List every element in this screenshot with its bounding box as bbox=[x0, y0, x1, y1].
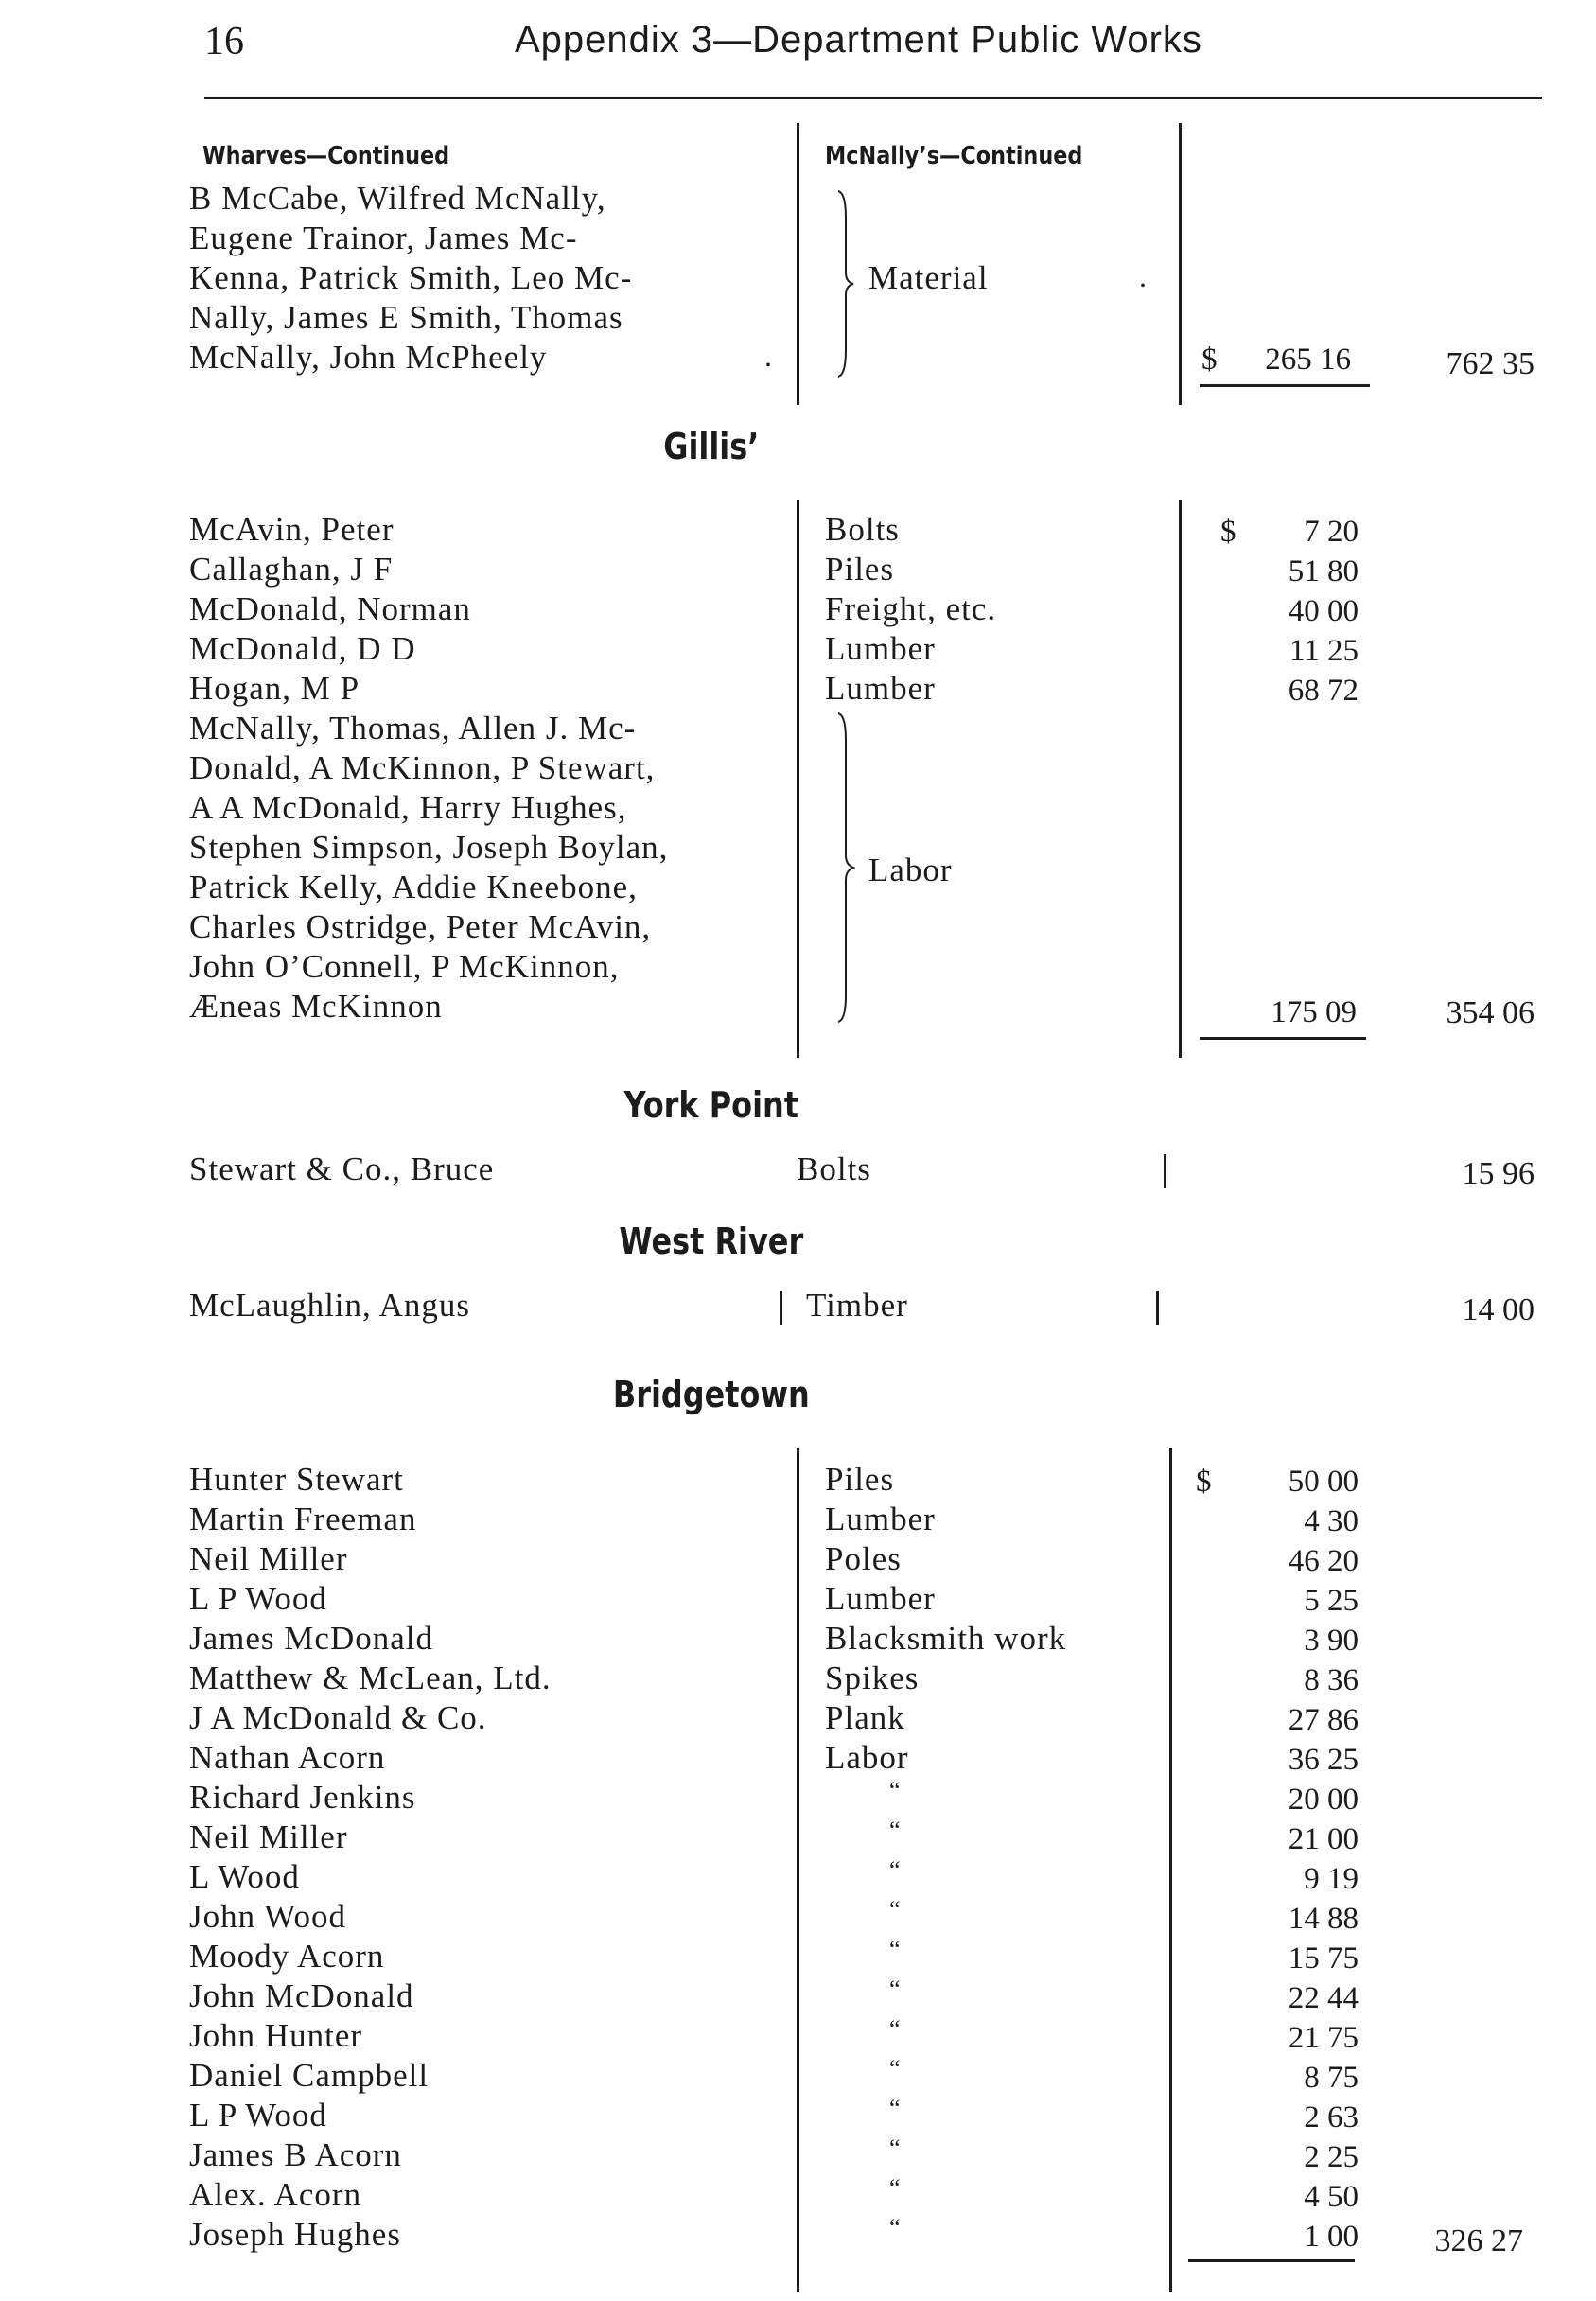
amount: 50 00 bbox=[1288, 1465, 1359, 1499]
names-line: Stephen Simpson, Joseph Boylan, bbox=[189, 829, 669, 866]
section-title: West River bbox=[619, 1221, 804, 1262]
left-column-heading: Wharves—Continued bbox=[202, 142, 450, 170]
section-total: 762 35 bbox=[1446, 346, 1535, 381]
right-column-heading: McNally’s—Continued bbox=[825, 142, 1083, 170]
item-text: Spikes bbox=[825, 1660, 920, 1696]
amount: 68 72 bbox=[1288, 674, 1359, 708]
payee-name: John McDonald bbox=[189, 1977, 414, 2014]
page-title: Appendix 3—Department Public Works bbox=[515, 19, 1202, 61]
payee-name: Stewart & Co., Bruce bbox=[189, 1150, 495, 1187]
names-line: A A McDonald, Harry Hughes, bbox=[189, 789, 627, 826]
column-divider bbox=[1156, 1291, 1159, 1325]
payee-name: Richard Jenkins bbox=[189, 1779, 416, 1816]
section-total: 354 06 bbox=[1446, 995, 1535, 1030]
payee-name: L P Wood bbox=[189, 2097, 327, 2134]
amount: 4 50 bbox=[1304, 2180, 1359, 2214]
payee-name: Hunter Stewart bbox=[189, 1461, 404, 1498]
amount: 46 20 bbox=[1288, 1544, 1359, 1578]
ditto-mark: “ bbox=[889, 2214, 901, 2241]
section-total: 326 27 bbox=[1434, 2223, 1523, 2258]
payee-name: L P Wood bbox=[189, 1580, 327, 1617]
payee-name: John Wood bbox=[189, 1898, 346, 1935]
amount: 21 00 bbox=[1288, 1822, 1359, 1856]
item-text: Material bbox=[868, 259, 989, 296]
item-text: Labor bbox=[825, 1739, 909, 1776]
amount: 4 30 bbox=[1304, 1504, 1359, 1538]
names-line: Æneas McKinnon bbox=[189, 988, 443, 1025]
ditto-mark: “ bbox=[889, 2174, 901, 2202]
payee-name: Neil Miller bbox=[189, 1540, 348, 1577]
amount: 51 80 bbox=[1288, 554, 1359, 588]
ditto-mark: “ bbox=[889, 2095, 901, 2122]
amount: 265 16 bbox=[1265, 343, 1351, 377]
amount: 7 20 bbox=[1304, 515, 1359, 549]
ditto-mark: “ bbox=[889, 2134, 901, 2162]
payee-name: John Hunter bbox=[189, 2017, 363, 2054]
leader-dot: . bbox=[1139, 259, 1147, 293]
names-line: Eugene Trainor, James Mc- bbox=[189, 220, 578, 256]
amount: 175 09 bbox=[1271, 995, 1357, 1029]
payee-name: Daniel Campbell bbox=[189, 2057, 430, 2094]
payee-name: James B Acorn bbox=[189, 2136, 402, 2173]
amount: 14 88 bbox=[1288, 1902, 1359, 1936]
amount: 40 00 bbox=[1288, 594, 1359, 628]
names-line: McNally, John McPheely bbox=[189, 339, 548, 376]
amount: 20 00 bbox=[1288, 1783, 1359, 1817]
payee-name: Joseph Hughes bbox=[189, 2216, 401, 2253]
names-line: Donald, A McKinnon, P Stewart, bbox=[189, 749, 656, 786]
payee-name: Callaghan, J F bbox=[189, 551, 394, 588]
leader-dot: . bbox=[764, 339, 772, 373]
amount: 27 86 bbox=[1288, 1703, 1359, 1737]
amount: 36 25 bbox=[1288, 1743, 1359, 1777]
payee-name: James McDonald bbox=[189, 1620, 433, 1657]
amount: 15 75 bbox=[1288, 1941, 1359, 1976]
column-divider bbox=[780, 1291, 782, 1325]
payee-name: McAvin, Peter bbox=[189, 511, 395, 548]
page-number: 16 bbox=[204, 20, 244, 63]
ditto-mark: “ bbox=[889, 1896, 901, 1923]
ditto-mark: “ bbox=[889, 1936, 901, 1963]
item-text: Lumber bbox=[825, 1501, 936, 1537]
payee-name: Hogan, M P bbox=[189, 670, 360, 707]
column-divider bbox=[797, 123, 799, 405]
payee-name: Nathan Acorn bbox=[189, 1739, 386, 1776]
amount: 8 75 bbox=[1304, 2061, 1359, 2095]
item-text: Poles bbox=[825, 1540, 902, 1577]
section-total: 15 96 bbox=[1462, 1156, 1535, 1191]
ditto-mark: “ bbox=[889, 1777, 901, 1804]
item-text: Blacksmith work bbox=[825, 1620, 1067, 1657]
item-text: Lumber bbox=[825, 1580, 936, 1617]
section-title: Gillis’ bbox=[663, 426, 760, 467]
item-text: Labor bbox=[868, 852, 953, 888]
item-text: Piles bbox=[825, 1461, 895, 1498]
names-line: Charles Ostridge, Peter McAvin, bbox=[189, 908, 652, 945]
item-text: Bolts bbox=[825, 511, 900, 548]
amount: 2 63 bbox=[1304, 2100, 1359, 2134]
item-text: Piles bbox=[825, 551, 895, 588]
column-divider bbox=[797, 1448, 799, 2292]
amount: 21 75 bbox=[1288, 2021, 1359, 2055]
payee-name: McDonald, D D bbox=[189, 630, 416, 667]
item-text: Plank bbox=[825, 1699, 905, 1736]
amount: 8 36 bbox=[1304, 1663, 1359, 1697]
names-line: Nally, James E Smith, Thomas bbox=[189, 299, 623, 336]
names-line: McNally, Thomas, Allen J. Mc- bbox=[189, 710, 637, 747]
dollar-sign: $ bbox=[1220, 515, 1236, 549]
names-line: Kenna, Patrick Smith, Leo Mc- bbox=[189, 259, 633, 296]
brace-icon bbox=[836, 711, 855, 1024]
sum-rule bbox=[1188, 2259, 1355, 2262]
ditto-mark: “ bbox=[889, 1856, 901, 1884]
section-total: 14 00 bbox=[1462, 1292, 1535, 1327]
item-text: Lumber bbox=[825, 630, 936, 667]
amount: 22 44 bbox=[1288, 1981, 1359, 2015]
item-text: Bolts bbox=[797, 1150, 871, 1187]
payee-name: L Wood bbox=[189, 1858, 300, 1895]
item-text: Freight, etc. bbox=[825, 590, 997, 627]
payee-name: Moody Acorn bbox=[189, 1938, 385, 1975]
column-divider bbox=[1164, 1154, 1166, 1188]
brace-icon bbox=[836, 189, 855, 378]
sum-rule bbox=[1200, 384, 1370, 387]
payee-name: Martin Freeman bbox=[189, 1501, 417, 1537]
item-text: Lumber bbox=[825, 670, 936, 707]
amount: 3 90 bbox=[1304, 1624, 1359, 1658]
sum-rule bbox=[1200, 1037, 1366, 1040]
dollar-sign: $ bbox=[1196, 1465, 1212, 1499]
ditto-mark: “ bbox=[889, 2055, 901, 2082]
amount: 1 00 bbox=[1304, 2220, 1359, 2254]
column-divider bbox=[797, 500, 799, 1058]
payee-name: Neil Miller bbox=[189, 1818, 348, 1855]
section-title: York Point bbox=[623, 1084, 799, 1126]
header-rule bbox=[204, 97, 1542, 99]
payee-name: J A McDonald & Co. bbox=[189, 1699, 487, 1736]
amount: 9 19 bbox=[1304, 1862, 1359, 1896]
section-title: Bridgetown bbox=[612, 1374, 810, 1415]
payee-name: McDonald, Norman bbox=[189, 590, 471, 627]
payee-name: Matthew & McLean, Ltd. bbox=[189, 1660, 552, 1696]
names-line: Patrick Kelly, Addie Kneebone, bbox=[189, 869, 638, 905]
ditto-mark: “ bbox=[889, 2015, 901, 2043]
payee-name: McLaughlin, Angus bbox=[189, 1287, 470, 1324]
item-text: Timber bbox=[806, 1287, 908, 1324]
amount: 5 25 bbox=[1304, 1584, 1359, 1618]
amount: 2 25 bbox=[1304, 2140, 1359, 2174]
dollar-sign: $ bbox=[1201, 343, 1218, 377]
names-line: John O’Connell, P McKinnon, bbox=[189, 948, 620, 985]
payee-name: Alex. Acorn bbox=[189, 2176, 362, 2213]
ditto-mark: “ bbox=[889, 1976, 901, 2003]
amount: 11 25 bbox=[1289, 634, 1359, 668]
names-line: B McCabe, Wilfred McNally, bbox=[189, 180, 606, 217]
ditto-mark: “ bbox=[889, 1817, 901, 1844]
